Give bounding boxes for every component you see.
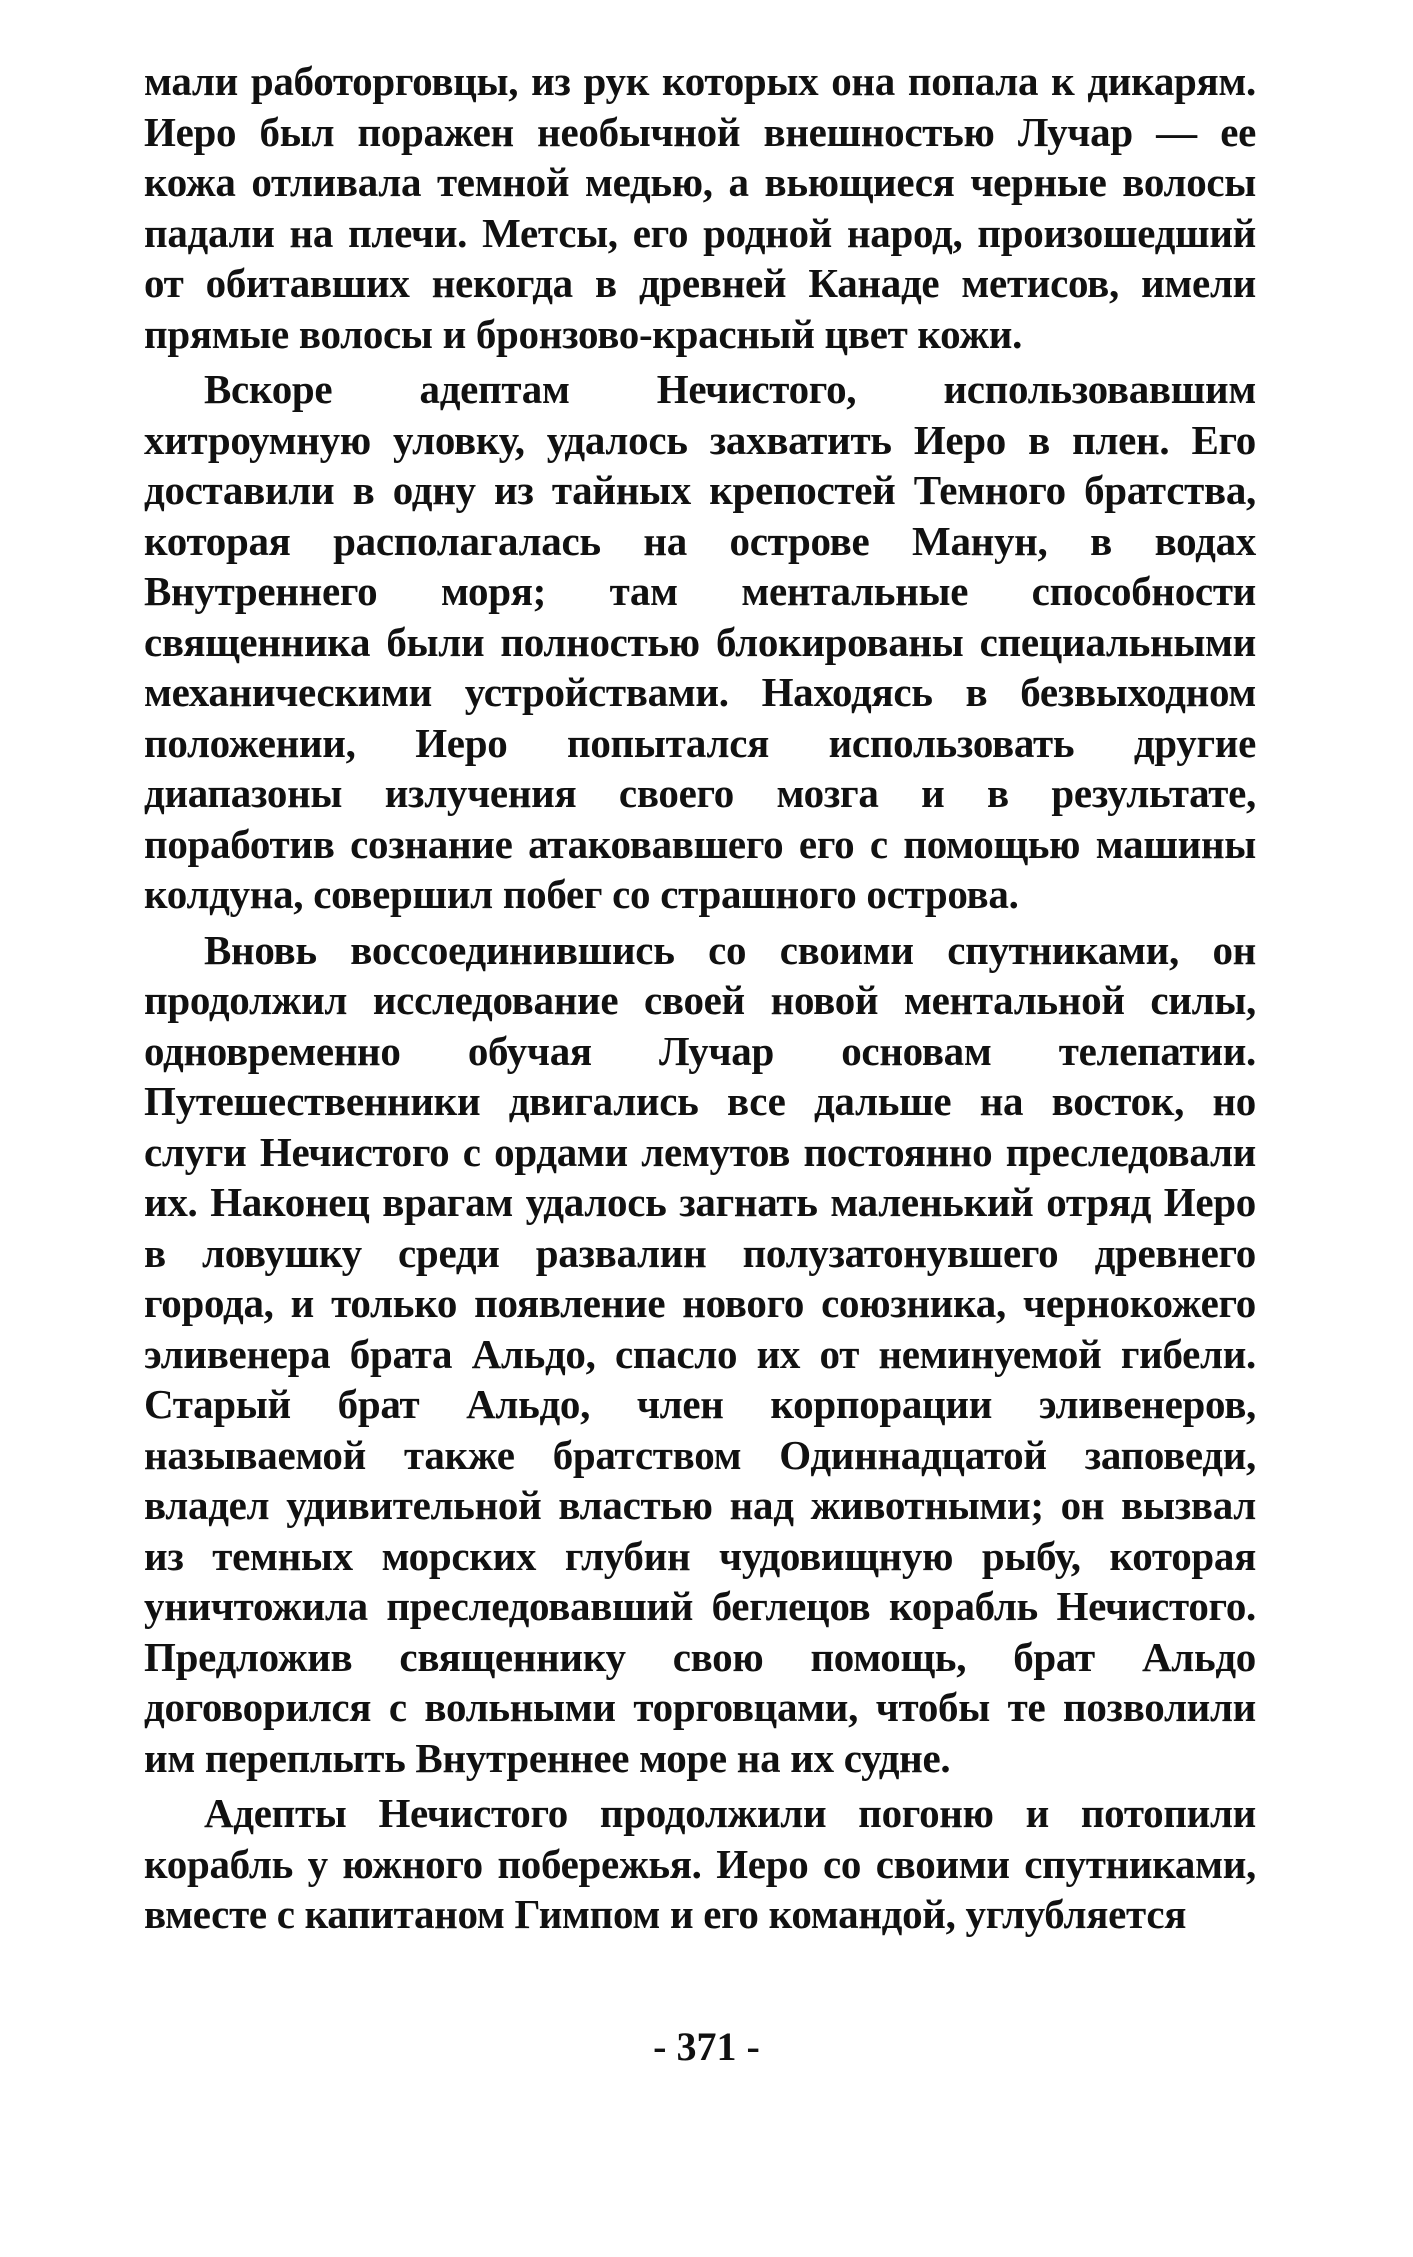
page-number: - 371 - xyxy=(653,2024,760,2069)
paragraph-3: Вновь воссоединившись со своими спутниками, он продолжил исследование своей новой ментальной силы, одновременно обучая Лучар основам телепатии. Путешественники двигались все дальше на восток, но слуги Нечистого с ордами лемутов постоянно преследовали их. Наконец врагам удалось загнать маленький отряд Иеро в ловушку среди развалин полузатонувшего древнего города, и только появление нового союзника, чернокожего эливенера брата Альдо, спасло их от неминуемой гибели. Старый брат Альдо, член корпорации эливенеров, называемой также братством Одиннадцатой заповеди, владел удивительной властью над животными; он вызвал из темных морских глубин чудовищную рыбу, которая уничтожила преследовавший беглецов корабль Нечистого. Предложив священнику свою помощь, брат Альдо договорился с вольными торговцами, чтобы те позволили им переплыть Внутреннее море на их судне. xyxy=(144,926,1256,1781)
paragraph-4: Адепты Нечистого продолжили погоню и потопили корабль у южного побережья. Иеро со своими спутниками, вместе с капитаном Гимпом и его командой, углубляется xyxy=(144,1790,1256,1937)
paragraph-1: мали работорговцы, из рук которых она попала к дикарям. Иеро был поражен необычной внешностью Лучар — ее кожа отливала темной медью, а вьющиеся черные волосы падали на плечи. Метсы, его родной народ, произошедший от обитавших некогда в древней Канаде метисов, имели прямые волосы и бронзово-красный цвет кожи. xyxy=(144,58,1256,357)
body-text xyxy=(144,56,1256,1945)
paragraph-2: Вскоре адептам Нечистого, использовавшим хитроумную уловку, удалось захватить Иеро в плен. Его доставили в одну из тайных крепостей Темного братства, которая располагалась на острове Манун, в водах Внутреннего моря; там ментальные способности священника были полностью блокированы специальными механическими устройствами. Находясь в безвыходном положении, Иеро попытался использовать другие диапазоны излучения своего мозга и в результате, поработив сознание атаковавшего его с помощью машины колдуна, совершил побег со страшного острова. xyxy=(144,366,1256,917)
